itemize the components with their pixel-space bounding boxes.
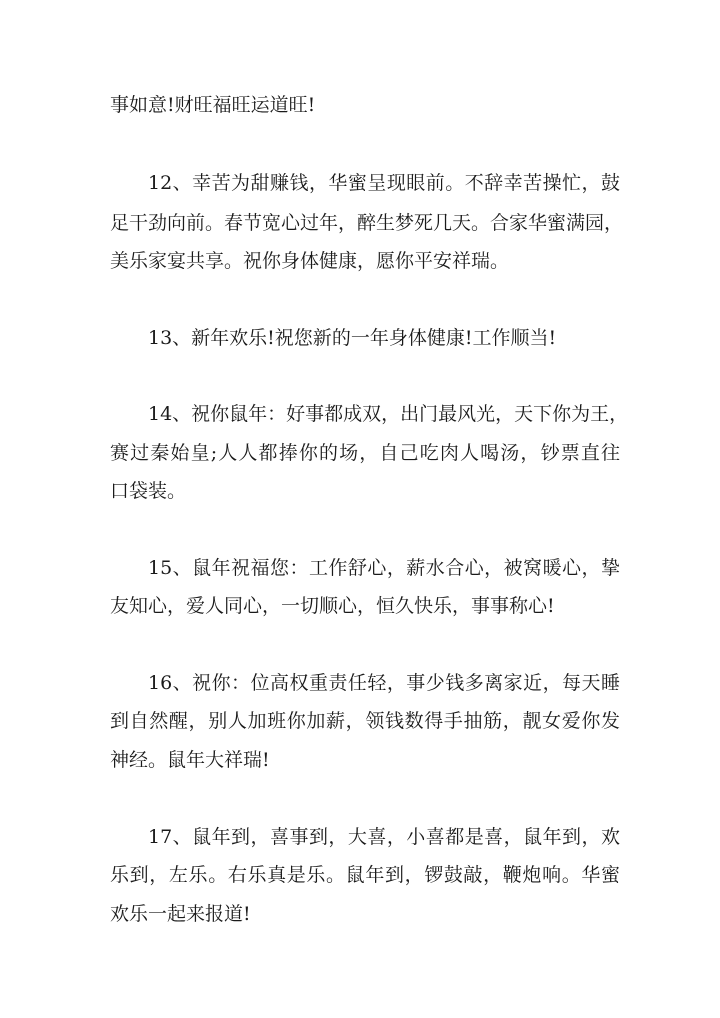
paragraph-17-line-1: 乐到，左乐。右乐真是乐。鼠年到，锣鼓敲，鞭炮响。华蜜 — [110, 864, 620, 886]
paragraph-14-line-0: 14、祝你鼠年：好事都成双，出门最风光，天下你为王， — [148, 403, 629, 425]
paragraph-14-line-2: 口袋装。 — [110, 480, 187, 502]
paragraph-15-line-1: 友知心，爱人同心，一切顺心，恒久快乐，事事称心! — [110, 595, 555, 617]
paragraph-12-line-1: 足干劲向前。春节宽心过年，醉生梦死几天。合家华蜜满园， — [110, 212, 624, 234]
paragraph-0-line-0: 事如意!财旺福旺运道旺! — [110, 94, 316, 116]
paragraph-15-line-0: 15、鼠年祝福您：工作舒心，薪水合心，被窝暖心，挚 — [148, 557, 620, 579]
paragraph-16-line-2: 神经。鼠年大祥瑞! — [110, 749, 270, 771]
paragraph-17-line-2: 欢乐一起来报道! — [110, 903, 251, 925]
paragraph-16-line-1: 到自然醒，别人加班你加薪，领钱数得手抽筋，靓女爱你发 — [110, 710, 620, 732]
paragraph-13-line-0: 13、新年欢乐!祝您新的一年身体健康!工作顺当! — [148, 327, 557, 349]
paragraph-17-line-0: 17、鼠年到，喜事到，大喜，小喜都是喜，鼠年到，欢 — [148, 826, 620, 848]
paragraph-16-line-0: 16、祝你：位高权重责任轻，事少钱多离家近，每天睡 — [148, 672, 620, 694]
paragraph-14-line-1: 赛过秦始皇;人人都捧你的场，自己吃肉人喝汤，钞票直往 — [110, 442, 620, 464]
paragraph-12-line-2: 美乐家宴共享。祝你身体健康，愿你平安祥瑞。 — [110, 250, 510, 272]
paragraph-12-line-0: 12、幸苦为甜赚钱，华蜜呈现眼前。不辞幸苦操忙，鼓 — [148, 172, 620, 194]
